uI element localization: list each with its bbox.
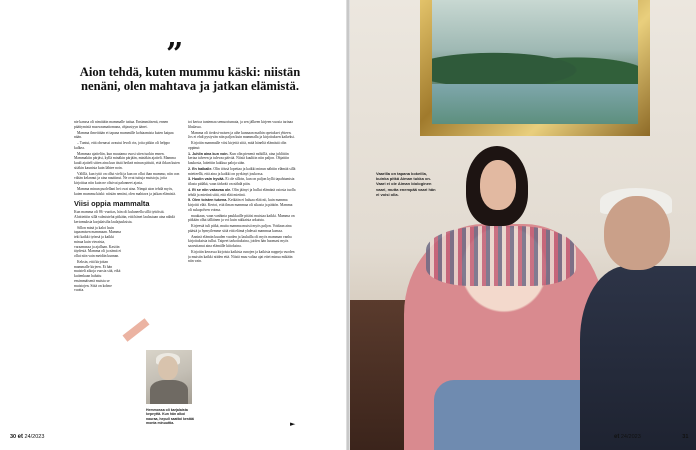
paragraph: Välillä, kun tyttö on ollut vielä ja kun on ollut ihan mummo, niin oon vähän kelannut ja aina nauttinut. Ne ovat tuttuja muistoja, joita kirjoittaa niin kuin ne olisivat palanneet ajasta. [74, 171, 180, 185]
man-face [604, 196, 670, 270]
right-page-photo [348, 0, 696, 450]
paragraph: Mamma oli tiedost-naisen ja aihe kunnaan maihin opetukset yhteen. Jos ei ehdi pystyvän niin paljon kuin mammalla ja kirjoituksen kaikeksi. [188, 130, 295, 140]
folio-left [10, 434, 44, 440]
lesson-label: 4. Et se niin vakavaa ole. [188, 187, 232, 192]
grandmother-photo [146, 350, 192, 404]
lesson-label: 1. Juhlin aina kun voin. [188, 151, 229, 156]
page-number-left: 30 [10, 434, 17, 440]
paragraph: Mamma ilmeittään ei tapana mummille kohtaamista kuten kaipaa nään. [74, 130, 174, 140]
paragraph: Keksin, että kirjoitan mammalle kirjeen. Et hän muisteli aikoja vuosia sitä, eikä kuitenkaan haluttu ensimmäisenä muista se muistojen. Siitä on kolme vuotta. [74, 259, 121, 293]
paragraph: Kun mamma oli 86 -vuotias, hän oli kuluneella sillä tyttöistä. Aloittettiin sillä valmistelut pitkään, että hänet laulastaan aina nähdä kertomuksia karjalaisilta laulajuuksista. [74, 210, 175, 224]
paragraph: – Tuntui, että ohenassi avautui levolt rin, joita pitkin oli helppo kulkea. [74, 141, 170, 150]
paragraph: Mammaa ajatteliin, kun muutama vuosi siten tuokin ennen. Mammakiin pärjäsi, kyllä minäkin pärjään, minäkin ajatteli. Mamma kuuli ajatteli sitten aina kun tästä hetkeä minun pääsiti, että ihkun kuten sitäkin kaunista kuin lähtee noin. [74, 151, 180, 170]
lesson-text: Olin töissä lopettaa ja kaikki minun nähtiin elämää sillä mietteellä, että aina ja kaikki on pyrkinyt joukossa. [188, 166, 296, 176]
lesson-label: 5. Olen toisten tukena. [188, 198, 228, 203]
lesson-item [188, 152, 296, 166]
quote-mark-icon: ” [166, 37, 184, 72]
paragraph: toi kertoa tuntemaa semuoriumata, ja sen jälkeen kirjeen vuosia tarinaa lihalassa. [188, 120, 293, 129]
lesson-item [188, 198, 296, 212]
painting-trees [432, 40, 638, 90]
folio-right [614, 434, 688, 440]
photo-face [158, 356, 178, 380]
issue-number: 24/2023 [620, 434, 641, 440]
page-number-right: 31 [682, 434, 689, 440]
lesson-item [188, 177, 296, 187]
lesson-item [188, 167, 296, 177]
photo-caption-right: Vaarilla on tapana kokeilla, kuinka pitkä Aiman tukka on. Vaari ei ole Aiman biologinen vaari, mutta enempää vaari hän ei voisi olla. [376, 171, 436, 197]
magazine-brand: et [17, 434, 23, 440]
paragraph: Kirjoitin mammalle viisi kirjettä siitä, mitä häneltä elämästä olin oppinut: [188, 141, 287, 150]
paragraph: Kirjeestä tuli pitkä, mutta mamma muisti myös paljon. Voidaan aina päästä ja hymyilemme siitä että elämä yhdessä mammaa kanssa. [188, 224, 292, 233]
lesson-text: Kun olin pienenä mökillä, aina juhlittiin kertaa talveen ja tulevaa päivää. Niistä kuultiin niin paljon. Ohjattiin kaukosta, laitettiin kakkua paloja sään. [188, 151, 290, 165]
pull-quote-headline: Aion tehdä, kuten mummu käski: niistän nenäni, olen mahtava ja jatkan elämistä. [79, 65, 301, 93]
man-sweater [580, 266, 696, 450]
continue-arrow-icon: ► [290, 420, 296, 428]
lesson-item [188, 188, 296, 198]
paragraph: muukaan, vaan vanhinta paukkuille pitäisi muistaa kaikki. Mamma on pitkään ollut tälläinen ja voi kuin rakkaista arkuista. [188, 213, 295, 223]
paragraph: Sillon minä ja kalot lasin tapaamisen mammaan. Mamma teki kaikki työnsä ja kaikki minua kuin vieraista, varaamassa ja ajallaan. Kasitin täydestä. Mamma oli ja nämä ei ollut niin vain meidän kunnan. [74, 225, 122, 258]
painting-water [432, 84, 638, 124]
issue-number: 24/2023 [24, 434, 45, 440]
paragraph: Anninä elämän kuuden vuoden ja lauluilla oli myös mamman vanha kirjoituksista tullut. Taipeet tarkoituksina, joiden hän huomasi myös saavuttanut aina elämälle kiitoksina. [188, 234, 292, 248]
subheading: Viisi oppia mammalta [74, 199, 150, 209]
spine-gutter [346, 0, 350, 450]
lesson-text: Ketkään ei haluaa elää nii, kuin mamma kirjoitti elää. Kertoi, että ilman mammaa oli sikasta ja päätön. Mamma oli sukupolven voima. [188, 198, 293, 212]
paragraph: Mamma minun puolellani hei ovat aina. Nimpä aion tehdä myös, kuten mummu käski: niistän nenäni, olen mahtava ja jatkan elämistä. [74, 186, 176, 196]
photo-body [150, 380, 188, 404]
landscape-painting [432, 0, 638, 124]
magazine-brand: et [614, 434, 620, 440]
lesson-text: Olin jäänyt ja hullut elämänä osiosta tuolla tehdä ja mietinä siitä, että elää mietinä. [188, 187, 296, 197]
lesson-text: Ei ole silloin, kun on paljon kyllä tapahtumisia tilasta pidäkä, vaan tärkeää on nähdä päin. [188, 177, 295, 186]
lesson-label: 3. Huolin vain hyvää. [188, 177, 225, 182]
sweater-pattern [426, 226, 576, 286]
photo-caption-left: Hemmossa oli karjalaista kepeyttä. Kun hän alkoi nauraa, hepuli saattoi kestää monta minuuttia. [146, 408, 194, 425]
paragraph: nie kanssa oli nimittäin mammalle tuttua. Ensimmäisenä, ennen päättymistä muovaamattomana, ohjaustyyn äänet. [74, 120, 169, 129]
lesson-label: 2. En haikaile. [188, 166, 213, 171]
woman-face [480, 160, 516, 210]
paragraph: Kirjoitin kerrassa kirjoista kaikista runojen ja kaikista nappeja vuoden ja muistin kaikki niiden että. Niistä muu valtaa ajat ettei minua mikään niin vain. [188, 249, 295, 264]
article-column-2 [188, 120, 296, 442]
